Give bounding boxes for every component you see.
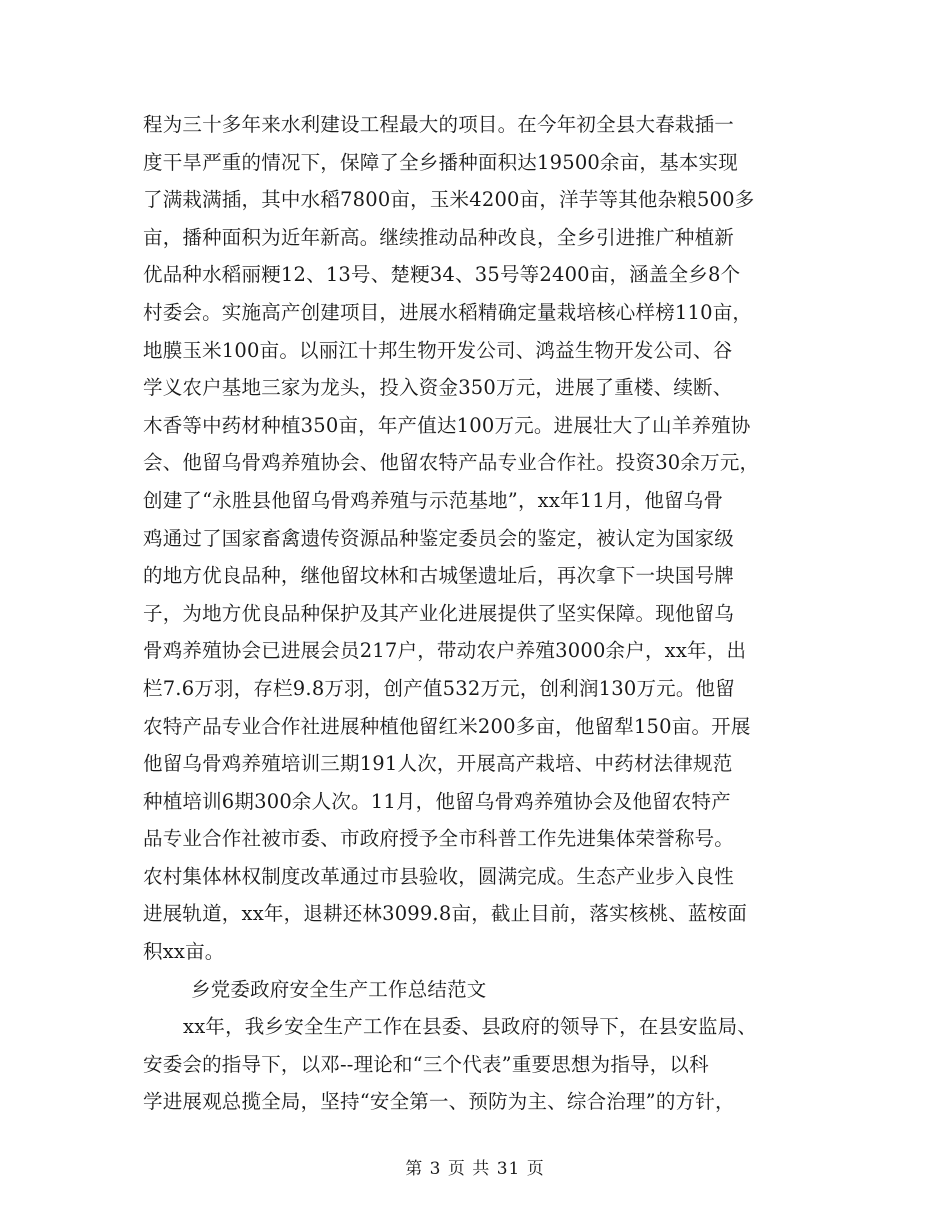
body-line-7: 地膜玉米100亩。以丽江十邦生物开发公司、鸿益生物开发公司、谷 (143, 338, 733, 362)
body-line-21: 农村集体林权制度改革通过市县验收，圆满完成。生态产业步入良性 (143, 864, 735, 888)
body-line-11: 创建了“永胜县他留乌骨鸡养殖与示范基地”，xx年11月，他留乌骨 (143, 488, 724, 512)
footer-prefix: 第 (405, 1159, 424, 1179)
body-line-18: 他留乌骨鸡养殖培训三期191人次，开展高产栽培、中药材法律规范 (143, 752, 733, 776)
section-heading: 乡党委政府安全生产工作总结范文 (191, 977, 487, 1001)
body-line-15: 骨鸡养殖协会已进展会员217户，带动农户养殖3000余户，xx年，出 (143, 639, 747, 663)
body-line-23: 积xx亩。 (143, 940, 225, 964)
body-line-10: 会、他留乌骨鸡养殖协会、他留农特产品专业合作社。投资30余万元， (143, 451, 760, 475)
footer-suffix: 页 (526, 1159, 545, 1179)
body-line-14: 子，为地方优良品种保护及其产业化进展提供了坚实保障。现他留乌 (143, 601, 735, 625)
body-line-16: 栏7.6万羽，存栏9.8万羽，创产值532万元，创利润130万元。他留 (143, 676, 735, 700)
body-line-20: 品专业合作社被市委、市政府授予全市科普工作先进集体荣誉称号。 (143, 827, 735, 851)
body-line-8: 学义农户基地三家为龙头，投入资金350万元，进展了重楼、续断、 (143, 376, 733, 400)
body-line-3: 了满栽满插，其中水稻7800亩，玉米4200亩，洋芋等其他杂粮500多 (143, 188, 755, 212)
footer-middle: 页 共 (447, 1159, 491, 1179)
body-line-17: 农特产品专业合作社进展种植他留红米200多亩，他留犁150亩。开展 (143, 714, 751, 738)
section-line-1: xx年，我乡安全生产工作在县委、县政府的领导下，在县安监局、 (183, 1015, 757, 1039)
section-line-2: 安委会的指导下，以邓--理论和“三个代表”重要思想为指导，以科 (143, 1052, 709, 1076)
footer-current-page: 3 (429, 1159, 442, 1179)
body-line-13: 的地方优良品种，继他留坟林和古城堡遗址后，再次拿下一块国号牌 (143, 564, 735, 588)
body-line-12: 鸡通过了国家畜禽遗传资源品种鉴定委员会的鉴定，被认定为国家级 (143, 526, 735, 550)
body-line-2: 度干旱严重的情况下，保障了全乡播种面积达19500余亩，基本实现 (143, 150, 738, 174)
body-line-9: 木香等中药材种植350亩，年产值达100万元。进展壮大了山羊养殖协 (143, 413, 751, 437)
body-line-6: 村委会。实施高产创建项目，进展水稻精确定量栽培核心样榜110亩， (143, 300, 753, 324)
body-line-4: 亩，播种面积为近年新高。继续推动品种改良，全乡引进推广种植新 (143, 225, 735, 249)
section-line-3: 学进展观总揽全局，坚持“安全第一、预防为主、综合治理”的方针， (143, 1090, 735, 1114)
body-line-5: 优品种水稻丽粳12、13号、楚粳34、35号等2400亩，涵盖全乡8个 (143, 263, 741, 287)
footer-total-pages: 31 (496, 1159, 521, 1179)
document-body (143, 106, 823, 1121)
body-line-22: 进展轨道，xx年，退耕还林3099.8亩，截止目前，落实核桃、蓝桉面 (143, 902, 748, 926)
body-line-1: 程为三十多年来水利建设工程最大的项目。在今年初全县大春栽插一 (143, 113, 735, 136)
body-line-19: 种植培训6期300余人次。11月，他留乌骨鸡养殖协会及他留农特产 (143, 789, 731, 813)
page-footer (0, 1154, 950, 1179)
